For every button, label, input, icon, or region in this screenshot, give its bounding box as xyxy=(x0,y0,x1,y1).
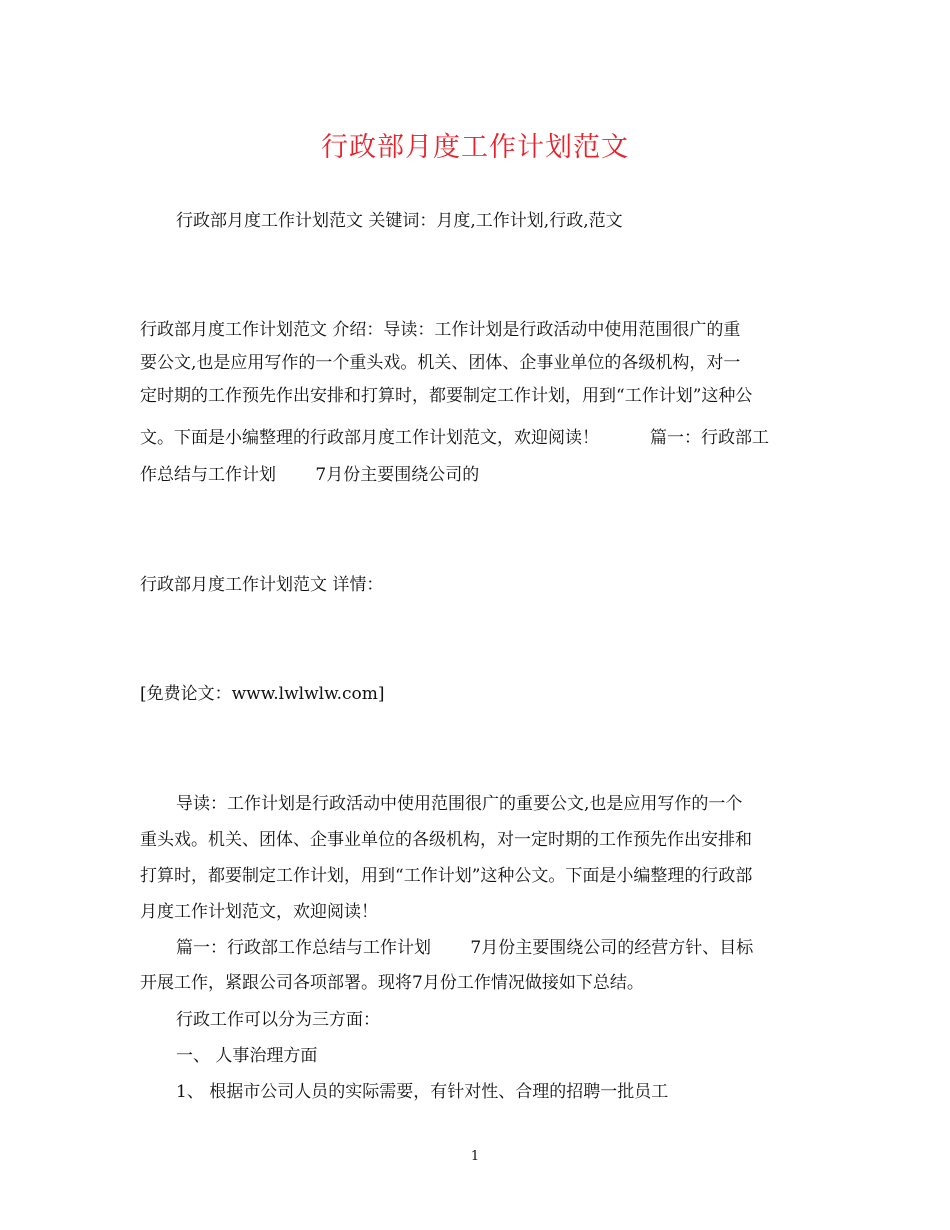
intro-line: 作总结与工作计划 7月份主要围绕公司的 xyxy=(140,465,480,485)
page-number: 1 xyxy=(470,1149,480,1164)
body-line: 行政工作可以分为三方面： xyxy=(176,1010,380,1030)
source-link-text: [免费论文：www.lwlwlw.com] xyxy=(140,684,385,704)
intro-line: 行政部月度工作计划范文 介绍：导读：工作计划是行政活动中使用范围很广的重 xyxy=(140,320,741,340)
list-item: 1、 根据市公司人员的实际需要，有针对性、合理的招聘一批员工 xyxy=(176,1082,669,1102)
body-line: 月度工作计划范文，欢迎阅读！ xyxy=(140,902,378,922)
body-line: 导读：工作计划是行政活动中使用范围很广的重要公文,也是应用写作的一个 xyxy=(176,794,743,814)
intro-line: 文。下面是小编整理的行政部月度工作计划范文，欢迎阅读！ 篇一：行政部工 xyxy=(140,428,769,448)
section-heading: 一、 人事治理方面 xyxy=(176,1046,318,1066)
intro-line: 要公文,也是应用写作的一个重头戏。机关、团体、企事业单位的各级机构，对一 xyxy=(140,353,741,373)
intro-line: 定时期的工作预先作出安排和打算时，都要制定工作计划，用到“工作计划”这种公 xyxy=(140,386,753,406)
details-heading: 行政部月度工作计划范文 详情： xyxy=(140,575,384,595)
body-line: 重头戏。机关、团体、企事业单位的各级机构，对一定时期的工作预先作出安排和 xyxy=(140,830,752,850)
document-title: 行政部月度工作计划范文 xyxy=(321,132,629,163)
body-line: 篇一：行政部工作总结与工作计划 7月份主要围绕公司的经营方针、目标 xyxy=(176,938,754,958)
keywords-line: 行政部月度工作计划范文 关键词：月度,工作计划,行政,范文 xyxy=(176,211,623,231)
body-line: 开展工作，紧跟公司各项部署。现将7月份工作情况做接如下总结。 xyxy=(140,973,644,993)
body-line: 打算时，都要制定工作计划，用到“工作计划”这种公文。下面是小编整理的行政部 xyxy=(140,866,753,886)
